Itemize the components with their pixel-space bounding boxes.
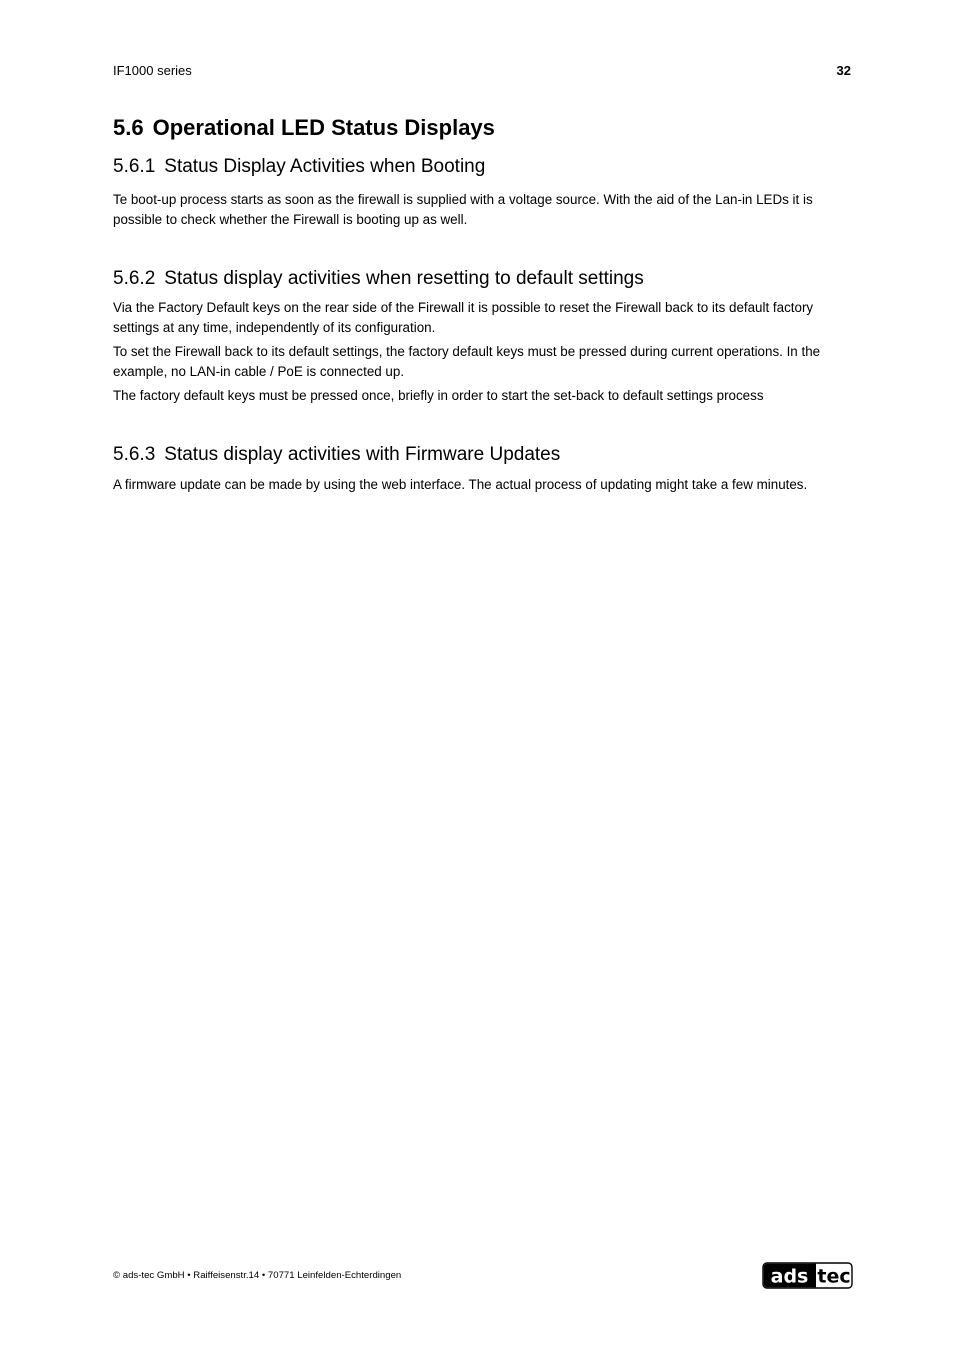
paragraph: The factory default keys must be pressed once, briefly in order to start the set-back to default settings process xyxy=(113,388,764,403)
paragraph: To set the Firewall back to its default settings, the factory default keys must be pressed during current operations. In the example, no LAN-in cable / PoE is connected up. xyxy=(113,344,821,379)
paragraph: Te boot-up process starts as soon as the firewall is supplied with a voltage source. With the aid of the Lan-in LEDs it is possible to check whether the Firewall is booting up as well. xyxy=(113,192,813,227)
svg-text:tec: tec xyxy=(817,1265,851,1288)
ads-tec-logo xyxy=(762,1262,853,1289)
subsection-number: 5.6.2 xyxy=(113,268,156,289)
subsection-heading-firmware xyxy=(113,442,853,468)
section-title: Operational LED Status Displays xyxy=(152,115,495,140)
subsection-number: 5.6.3 xyxy=(113,444,156,465)
section-heading xyxy=(113,112,853,144)
paragraph: Via the Factory Default keys on the rear side of the Firewall it is possible to reset the Firewall back to its default factory settings at any time, independently of its configuration. xyxy=(113,300,814,335)
svg-text:ads: ads xyxy=(770,1265,809,1288)
footer-company-line: © ads-tec GmbH • Raiffeisenstr.14 • 70771 Leinfelden-Echterdingen xyxy=(113,1270,402,1281)
subsection-title: Status Display Activities when Booting xyxy=(164,156,486,177)
subsection-heading-reset xyxy=(113,266,853,292)
subsection-heading-booting xyxy=(113,154,853,180)
header-doc-title: IF1000 series xyxy=(113,63,192,78)
subsection-number: 5.6.1 xyxy=(113,156,156,177)
section-number: 5.6 xyxy=(113,115,144,140)
subsection-title: Status display activities when resetting to default settings xyxy=(164,268,644,289)
paragraph: A firmware update can be made by using the web interface. The actual process of updating might take a few minutes. xyxy=(113,477,808,492)
header-page-number: 32 xyxy=(836,63,851,78)
main-content xyxy=(113,112,853,499)
subsection-title: Status display activities with Firmware Updates xyxy=(164,444,561,465)
